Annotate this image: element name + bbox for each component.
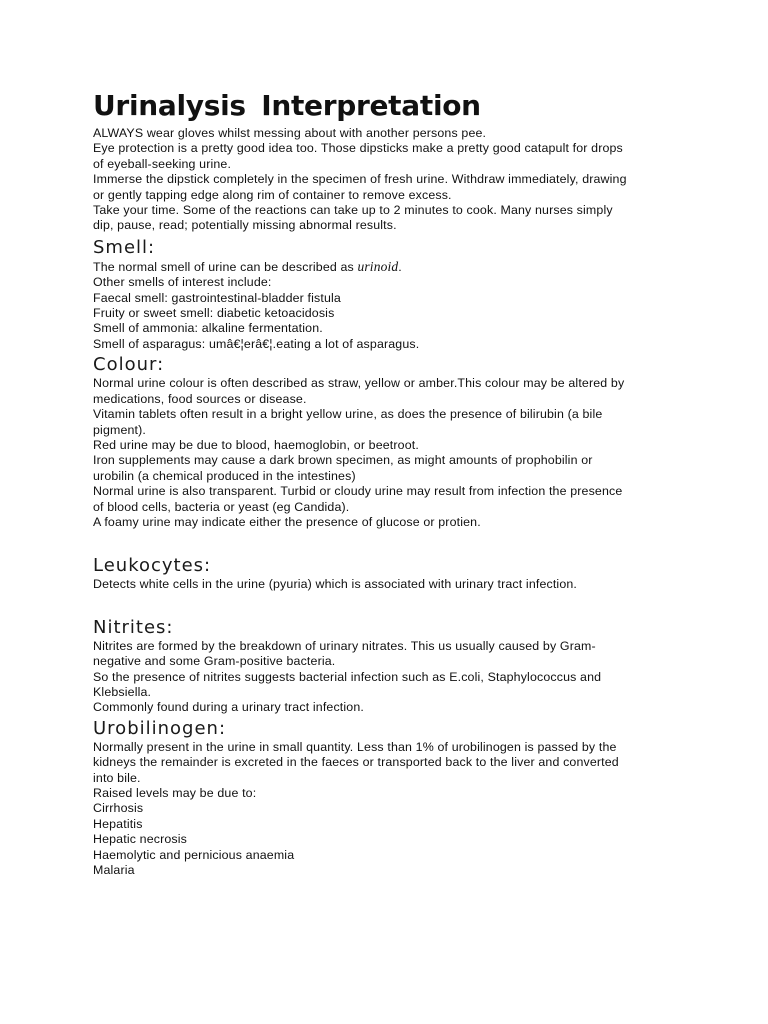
smell-line: Smell of ammonia: alkaline fermentation. <box>93 321 323 336</box>
urobilinogen-line: kidneys the remainder is excreted in the faeces or transported back to the liver and converted <box>93 755 619 770</box>
smell-heading: Smell: <box>93 236 156 258</box>
nitrites-heading: Nitrites: <box>93 616 174 638</box>
document-title: Urinalysis Interpretation <box>93 89 481 122</box>
nitrites-line: Nitrites are formed by the breakdown of urinary nitrates. This us usually caused by Gram- <box>93 638 596 653</box>
urobilinogen-line: Raised levels may be due to: <box>93 786 257 800</box>
smell-line: Smell of asparagus: umâ€¦erâ€¦.eating a lot of asparagus. <box>93 336 420 351</box>
smell-intro-line <box>93 259 683 275</box>
urobilinogen-heading: Urobilinogen: <box>93 717 227 739</box>
intro-line: dip, pause, read; potentially missing abnormal results. <box>93 218 397 233</box>
smell-line: Faecal smell: gastrointestinal-bladder fistula <box>93 290 341 305</box>
colour-line: A foamy urine may indicate either the presence of glucose or protien. <box>93 514 481 529</box>
urobilinogen-line: Normally present in the urine in small quantity. Less than 1% of urobilinogen is passed by the <box>93 739 617 754</box>
colour-section <box>93 354 683 530</box>
colour-line: Normal urine colour is often described as straw, yellow or amber.This colour may be altered by <box>93 376 625 391</box>
smell-section <box>93 237 683 352</box>
smell-line: Other smells of interest include: <box>93 275 272 290</box>
urobilinogen-line: Malaria <box>93 863 135 878</box>
urobilinogen-line: Cirrhosis <box>93 801 144 816</box>
colour-line: Red urine may be due to blood, haemoglobin, or beetroot. <box>93 437 419 452</box>
smell-intro-suffix: . <box>398 259 402 274</box>
urobilinogen-line: Hepatic necrosis <box>93 832 187 847</box>
nitrites-line: Klebsiella. <box>93 684 152 699</box>
colour-line: medications, food sources or disease. <box>93 391 307 406</box>
spacer <box>93 593 683 612</box>
nitrites-section <box>93 617 683 716</box>
leukocytes-line: Detects white cells in the urine (pyuria) which is associated with urinary tract infection. <box>93 577 578 592</box>
urobilinogen-line: into bile. <box>93 770 141 785</box>
intro-line: ALWAYS wear gloves whilst messing about with another persons pee. <box>93 126 487 140</box>
colour-line: pigment). <box>93 422 146 437</box>
urobilinogen-line: Haemolytic and pernicious anaemia <box>93 847 295 862</box>
smell-line: Fruity or sweet smell: diabetic ketoacidosis <box>93 306 335 321</box>
intro-line: Immerse the dipstick completely in the specimen of fresh urine. Withdraw immediately, drawing <box>93 172 627 187</box>
smell-intro-prefix: The normal smell of urine can be described as <box>93 259 358 274</box>
smell-intro-italic: urinoid <box>357 258 399 274</box>
leukocytes-section <box>93 555 683 592</box>
spacer <box>93 530 683 549</box>
urobilinogen-section <box>93 718 683 879</box>
colour-line: Iron supplements may cause a dark brown specimen, as might amounts of prophobilin or <box>93 453 593 468</box>
intro-line: or gently tapping edge along rim of container to remove excess. <box>93 187 452 202</box>
intro-line: of eyeball-seeking urine. <box>93 156 232 171</box>
nitrites-line: Commonly found during a urinary tract infection. <box>93 700 364 715</box>
colour-line: urobilin (a chemical produced in the intestines) <box>93 468 356 483</box>
nitrites-line: So the presence of nitrites suggests bacterial infection such as E.coli, Staphylococcus and <box>93 669 602 684</box>
colour-line: of blood cells, bacteria or yeast (eg Candida). <box>93 499 350 514</box>
intro-section <box>93 126 683 234</box>
colour-line: Normal urine is also transparent. Turbid or cloudy urine may result from infection the presence <box>93 484 623 499</box>
colour-heading: Colour: <box>93 354 165 376</box>
intro-line: Take your time. Some of the reactions can take up to 2 minutes to cook. Many nurses simply <box>93 203 613 218</box>
document-page <box>93 86 683 878</box>
colour-line: Vitamin tablets often result in a bright yellow urine, as does the presence of bilirubin (a bile <box>93 407 603 422</box>
intro-line: Eye protection is a pretty good idea too. Those dipsticks make a pretty good catapult for drops <box>93 141 623 156</box>
leukocytes-heading: Leukocytes: <box>93 555 212 577</box>
urobilinogen-line: Hepatitis <box>93 816 143 831</box>
nitrites-line: negative and some Gram-positive bacteria. <box>93 654 336 669</box>
